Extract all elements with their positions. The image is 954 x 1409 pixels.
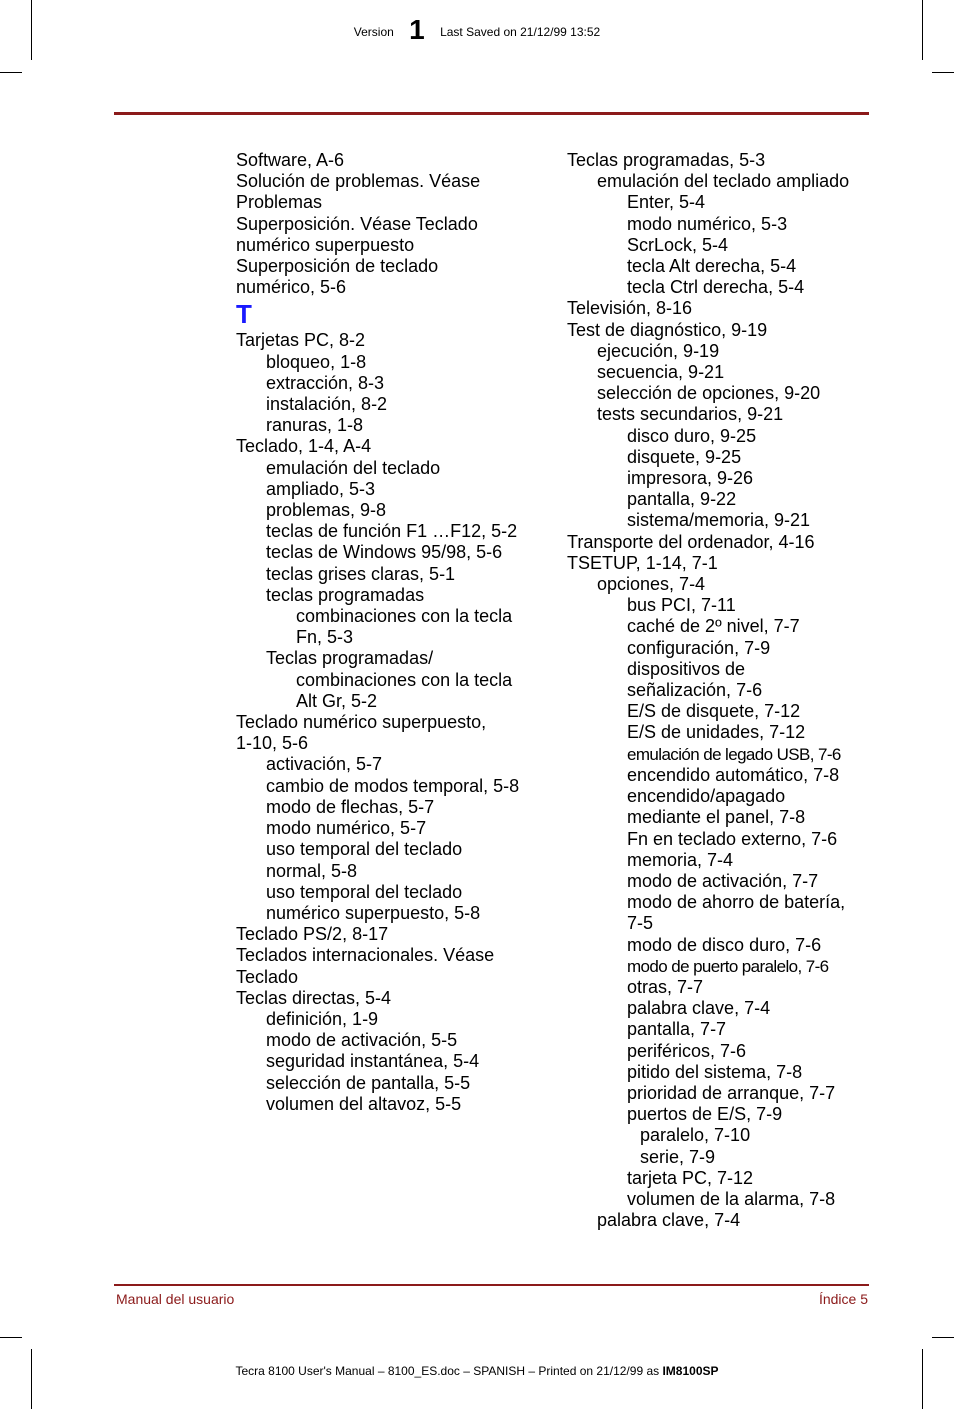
version-number: 1: [409, 13, 425, 45]
index-entry: emulación de legado USB, 7-6: [627, 744, 841, 764]
index-entry: impresora, 9-26: [627, 468, 754, 489]
crop-mark: [31, 1349, 32, 1409]
index-entry: paralelo, 7-10: [640, 1125, 751, 1146]
index-entry: Software, A-6: [236, 150, 345, 170]
index-entry-line: Fn, 5-3: [296, 627, 354, 648]
index-entry: secuencia, 9-21: [597, 362, 725, 383]
index-entry-line: combinaciones con la tecla: [296, 606, 513, 627]
index-entry: E/S de unidades, 7-12: [627, 722, 806, 743]
index-entry: seguridad instantánea, 5-4: [266, 1051, 480, 1072]
index-entry: [296, 606, 556, 648]
index-entry: [236, 214, 556, 256]
index-entry: emulación del teclado ampliado: [597, 171, 850, 192]
index-entry-line: Superposición de teclado: [236, 256, 439, 277]
index-entry-line: Teclas programadas/: [266, 648, 434, 669]
print-info-text: Tecra 8100 User's Manual – 8100_ES.doc – SPANISH – Printed on 21/12/99 as: [235, 1364, 663, 1378]
index-entry: definición, 1-9: [266, 1008, 379, 1029]
index-entry-line: ampliado, 5-3: [266, 478, 376, 499]
index-entry: [236, 256, 556, 298]
version-label: Version: [353, 24, 394, 39]
index-entry-line: Problemas: [236, 192, 323, 213]
index-entry: activación, 5-7: [266, 754, 383, 775]
index-entry: Transporte del ordenador, 4-16: [567, 531, 815, 552]
index-entry: ScrLock, 5-4: [627, 234, 729, 255]
index-entry: [627, 786, 877, 828]
index-entry: volumen de la alarma, 7-8: [627, 1188, 836, 1209]
index-entry: disco duro, 9-25: [627, 425, 757, 446]
index-column-left: [236, 150, 556, 1115]
print-info: [0, 1364, 954, 1378]
index-entry: memoria, 7-4: [627, 849, 734, 870]
index-entry: palabra clave, 7-4: [627, 998, 771, 1019]
index-section-letter: T: [236, 299, 252, 330]
index-entry: Teclas directas, 5-4: [236, 987, 392, 1008]
index-entry: prioridad de arranque, 7-7: [627, 1082, 836, 1103]
crop-mark: [0, 1337, 22, 1338]
index-entry: [266, 839, 556, 881]
index-entry: tecla Ctrl derecha, 5-4: [627, 277, 805, 298]
index-entry: volumen del altavoz, 5-5: [266, 1093, 462, 1114]
index-entry: E/S de disquete, 7-12: [627, 701, 801, 722]
index-entry-line: dispositivos de: [627, 658, 746, 679]
index-entry: modo de disco duro, 7-6: [627, 934, 822, 955]
index-entry: disquete, 9-25: [627, 446, 742, 467]
index-entry-line: Teclado numérico superpuesto,: [236, 712, 487, 733]
footer-manual-title: Manual del usuario: [116, 1291, 235, 1307]
index-entry: modo de activación, 7-7: [627, 870, 819, 891]
index-entry-line: 7-5: [627, 913, 654, 934]
index-entry: modo numérico, 5-7: [266, 818, 427, 839]
index-entry: selección de pantalla, 5-5: [266, 1072, 471, 1093]
index-entry: tecla Alt derecha, 5-4: [627, 256, 797, 277]
index-entry: [266, 648, 556, 712]
index-entry: opciones, 7-4: [597, 574, 706, 595]
index-entry: otras, 7-7: [627, 976, 704, 997]
last-saved: Last Saved on 21/12/99 13:52: [440, 24, 601, 39]
index-entry: [236, 712, 556, 754]
index-entry: tarjeta PC, 7-12: [627, 1167, 754, 1188]
index-entry: sistema/memoria, 9-21: [627, 510, 811, 531]
index-entry-line: numérico, 5-6: [236, 277, 347, 298]
crop-mark: [0, 72, 22, 73]
index-entry-line: 1-10, 5-6: [236, 733, 309, 754]
index-entry: modo de activación, 5-5: [266, 1030, 458, 1051]
index-entry: Teclas programadas, 5-3: [567, 150, 766, 170]
index-entry: teclas programadas: [266, 584, 425, 605]
index-entry: extracción, 8-3: [266, 372, 385, 393]
index-column-right: [567, 150, 877, 1231]
index-entry-line: modo de ahorro de batería,: [627, 892, 846, 913]
index-entry-line: uso temporal del teclado: [266, 839, 463, 860]
index-entry: Teclado, 1-4, A-4: [236, 436, 372, 457]
index-entry-line: Alt Gr, 5-2: [296, 690, 378, 711]
index-entry: ranuras, 1-8: [266, 415, 364, 436]
index-entry: serie, 7-9: [640, 1146, 716, 1167]
index-entry: caché de 2º nivel, 7-7: [627, 616, 800, 637]
index-entry: palabra clave, 7-4: [597, 1210, 741, 1231]
index-entry-line: mediante el panel, 7-8: [627, 807, 806, 828]
index-entry: pantalla, 7-7: [627, 1019, 727, 1040]
crop-mark: [922, 1349, 923, 1409]
index-entry: puertos de E/S, 7-9: [627, 1104, 783, 1125]
index-entry: [236, 171, 556, 213]
index-entry-line: emulación del teclado: [266, 457, 441, 478]
index-entry: Televisión, 8-16: [567, 298, 693, 319]
index-entry: [627, 892, 877, 934]
index-entry: [266, 458, 556, 500]
index-entry: TSETUP, 1-14, 7-1: [567, 552, 718, 573]
index-entry: ejecución, 9-19: [597, 340, 720, 361]
index-entry: Teclado PS/2, 8-17: [236, 924, 389, 945]
index-entry: Test de diagnóstico, 9-19: [567, 319, 768, 340]
index-entry-line: Solución de problemas. Véase: [236, 171, 481, 192]
header-rule: [114, 112, 869, 115]
index-entry-line: Teclado: [236, 966, 299, 987]
index-entry-line: combinaciones con la tecla: [296, 669, 513, 690]
index-entry: [236, 945, 556, 987]
index-entry: periféricos, 7-6: [627, 1040, 747, 1061]
index-entry: selección de opciones, 9-20: [597, 383, 821, 404]
index-entry: bloqueo, 1-8: [266, 351, 367, 372]
index-entry: pantalla, 9-22: [627, 489, 737, 510]
index-entry-line: normal, 5-8: [266, 860, 358, 881]
index-entry: teclas grises claras, 5-1: [266, 563, 456, 584]
index-entry: modo de puerto paralelo, 7-6: [627, 956, 829, 976]
index-entry: pitido del sistema, 7-8: [627, 1061, 803, 1082]
index-entry: encendido automático, 7-8: [627, 764, 840, 785]
version-header: [0, 13, 954, 45]
index-entry-line: Teclados internacionales. Véase: [236, 945, 495, 966]
index-entry: teclas de función F1 …F12, 5-2: [266, 521, 518, 542]
index-entry: modo de flechas, 5-7: [266, 796, 435, 817]
crop-mark: [932, 1337, 954, 1338]
footer-rule: [114, 1284, 869, 1286]
index-entry: bus PCI, 7-11: [627, 595, 736, 616]
index-entry: modo numérico, 5-3: [627, 213, 788, 234]
index-entry: Enter, 5-4: [627, 192, 706, 213]
print-info-code: IM8100SP: [662, 1364, 719, 1378]
index-entry-line: Superposición. Véase Teclado: [236, 213, 478, 234]
index-entry: problemas, 9-8: [266, 500, 387, 521]
index-entry: instalación, 8-2: [266, 394, 388, 415]
index-entry: Fn en teclado externo, 7-6: [627, 828, 838, 849]
index-entry: tests secundarios, 9-21: [597, 404, 784, 425]
index-entry: teclas de Windows 95/98, 5-6: [266, 542, 503, 563]
index-entry-line: numérico superpuesto, 5-8: [266, 902, 481, 923]
crop-mark: [932, 72, 954, 73]
index-entry-line: señalización, 7-6: [627, 680, 763, 701]
index-entry: configuración, 7-9: [627, 637, 771, 658]
index-entry: cambio de modos temporal, 5-8: [266, 775, 520, 796]
index-entry: Tarjetas PC, 8-2: [236, 330, 366, 351]
index-entry-line: encendido/apagado: [627, 786, 786, 807]
index-entry-line: numérico superpuesto: [236, 234, 415, 255]
index-entry: [266, 882, 556, 924]
index-entry-line: uso temporal del teclado: [266, 881, 463, 902]
index-entry: [627, 659, 877, 701]
footer-page-number: Índice 5: [818, 1291, 868, 1307]
